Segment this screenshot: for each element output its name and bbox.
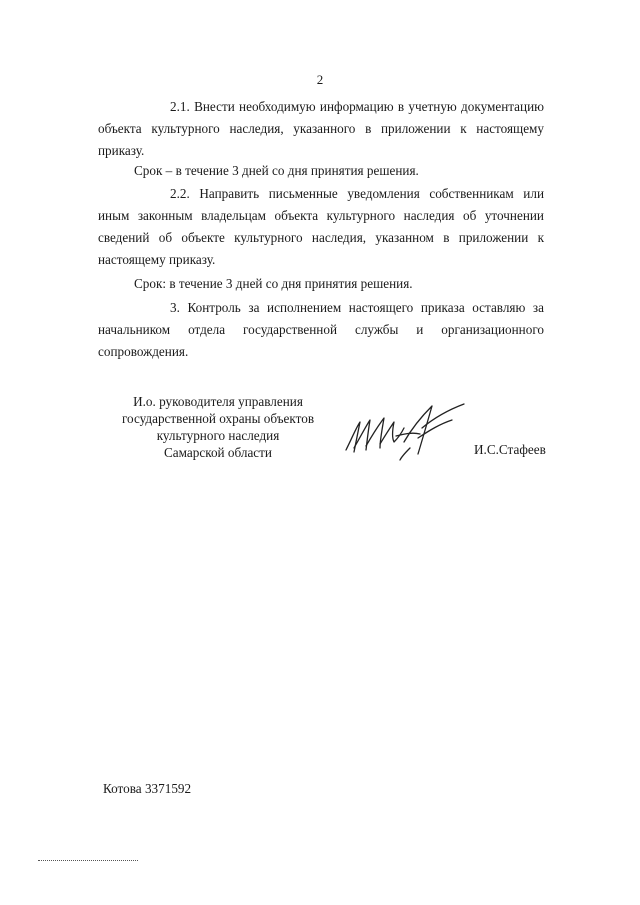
handwritten-signature (340, 398, 476, 462)
signatory-line: государственной охраны объектов (121, 411, 315, 426)
paragraph-text: Срок – в течение 3 дней со дня принятия решения. (134, 163, 419, 178)
page-number: 2 (316, 72, 324, 87)
signatory-position (98, 393, 338, 461)
signatory-line: культурного наследия (156, 428, 280, 443)
paragraph-number: 3. (170, 300, 180, 315)
paragraph-3 (98, 297, 544, 363)
paragraph-text: Направить письменные уведомления собственникам или иным законным владельцам объекта культурного наследия об уточнении сведений об объекте культурного наследия, указанном в приложении к настоящему приказу. (98, 186, 544, 267)
paragraph-deadline-1 (98, 160, 544, 182)
paragraph-2-1 (98, 96, 544, 162)
paragraph-text: Срок: в течение 3 дней со дня принятия решения. (134, 276, 413, 291)
paragraph-text: Внести необходимую информацию в учетную документацию объекта культурного наследия, указанного в приложении к настоящему приказу. (98, 99, 544, 158)
executor-contact: Котова 3371592 (103, 781, 192, 796)
signer-name: И.С.Стафеев (474, 442, 546, 457)
paragraph-number: 2.1. (170, 99, 190, 114)
signatory-line: И.о. руководителя управления (133, 394, 303, 409)
paragraph-deadline-2 (98, 273, 544, 295)
paragraph-2-2 (98, 183, 544, 271)
footer-divider (38, 860, 138, 861)
paragraph-text: Контроль за исполнением настоящего приказа оставляю за начальником отдела государственной службы и организационного сопровождения. (98, 300, 544, 359)
paragraph-number: 2.2. (170, 186, 190, 201)
signatory-line: Самарской области (164, 445, 272, 460)
